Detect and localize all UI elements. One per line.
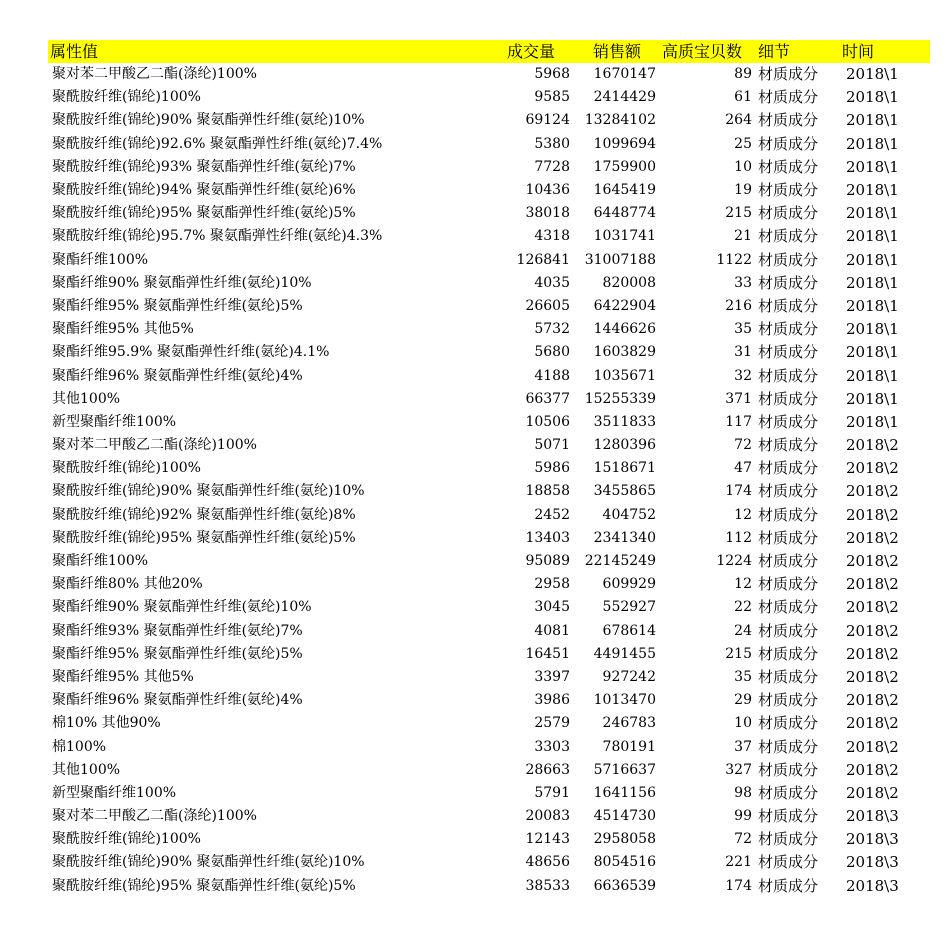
cell-sales[interactable]: 2341340 bbox=[593, 529, 656, 546]
cell-volume[interactable]: 10436 bbox=[525, 182, 570, 199]
cell-detail[interactable]: 材质成分 bbox=[758, 227, 819, 246]
table-row bbox=[48, 156, 930, 179]
cell-time[interactable]: 2018\2 bbox=[846, 691, 899, 710]
table-row bbox=[48, 202, 930, 225]
cell-sales[interactable]: 820008 bbox=[602, 274, 656, 291]
cell-time[interactable]: 2018\2 bbox=[846, 621, 899, 640]
cell-attribute[interactable]: 聚酯纤维93% 聚氨酯弹性纤维(氨纶)7% bbox=[52, 622, 303, 639]
cell-count[interactable]: 1224 bbox=[716, 553, 752, 570]
table-row bbox=[48, 828, 930, 851]
cell-detail[interactable]: 材质成分 bbox=[758, 88, 819, 107]
cell-time[interactable]: 2018\3 bbox=[846, 876, 899, 895]
cell-volume[interactable]: 12143 bbox=[525, 831, 570, 848]
cell-detail[interactable]: 材质成分 bbox=[758, 505, 819, 524]
table-row bbox=[48, 666, 930, 689]
table-row bbox=[48, 434, 930, 457]
table-row bbox=[48, 63, 930, 86]
cell-attribute[interactable]: 新型聚酯纤维100% bbox=[52, 784, 177, 801]
cell-time[interactable]: 2018\1 bbox=[846, 65, 899, 84]
cell-sales[interactable]: 3511833 bbox=[593, 413, 656, 430]
cell-time[interactable]: 2018\2 bbox=[846, 459, 899, 478]
cell-detail[interactable]: 材质成分 bbox=[758, 482, 819, 501]
cell-detail[interactable]: 材质成分 bbox=[758, 876, 819, 895]
cell-attribute[interactable]: 聚酯纤维100% bbox=[52, 553, 149, 570]
cell-time[interactable]: 2018\2 bbox=[846, 528, 899, 547]
cell-volume[interactable]: 38018 bbox=[525, 205, 570, 222]
cell-count[interactable]: 112 bbox=[725, 529, 752, 546]
cell-volume[interactable]: 5968 bbox=[534, 66, 570, 83]
cell-sales[interactable]: 4491455 bbox=[593, 645, 656, 662]
cell-sales[interactable]: 13284102 bbox=[584, 112, 656, 129]
spreadsheet bbox=[48, 40, 930, 898]
cell-detail[interactable]: 材质成分 bbox=[758, 366, 819, 385]
cell-count[interactable]: 24 bbox=[734, 622, 752, 639]
cell-time[interactable]: 2018\2 bbox=[846, 436, 899, 455]
table-row bbox=[48, 643, 930, 666]
cell-volume[interactable]: 2958 bbox=[534, 576, 570, 593]
cell-attribute[interactable]: 聚酰胺纤维(锦纶)94% 聚氨酯弹性纤维(氨纶)6% bbox=[52, 182, 356, 199]
cell-count[interactable]: 32 bbox=[734, 367, 752, 384]
cell-sales[interactable]: 609929 bbox=[602, 576, 656, 593]
cell-sales[interactable]: 780191 bbox=[602, 738, 656, 755]
cell-sales[interactable]: 1013470 bbox=[593, 692, 656, 709]
cell-time[interactable]: 2018\1 bbox=[846, 181, 899, 200]
cell-count[interactable]: 327 bbox=[725, 761, 752, 778]
cell-count[interactable]: 33 bbox=[734, 274, 752, 291]
cell-detail[interactable]: 材质成分 bbox=[758, 111, 819, 130]
header-detail[interactable]: 细节 bbox=[758, 42, 791, 61]
cell-time[interactable]: 2018\1 bbox=[846, 157, 899, 176]
cell-sales[interactable]: 1446626 bbox=[593, 321, 656, 338]
cell-volume[interactable]: 4035 bbox=[534, 274, 570, 291]
cell-volume[interactable]: 69124 bbox=[525, 112, 570, 129]
cell-time[interactable]: 2018\2 bbox=[846, 575, 899, 594]
cell-volume[interactable]: 3397 bbox=[534, 668, 570, 685]
table-row bbox=[48, 133, 930, 156]
cell-attribute[interactable]: 聚酰胺纤维(锦纶)95% 聚氨酯弹性纤维(氨纶)5% bbox=[52, 529, 356, 546]
cell-sales[interactable]: 6448774 bbox=[593, 205, 656, 222]
table-row bbox=[48, 573, 930, 596]
table-row bbox=[48, 620, 930, 643]
cell-time[interactable]: 2018\2 bbox=[846, 505, 899, 524]
cell-detail[interactable]: 材质成分 bbox=[758, 65, 819, 84]
cell-time[interactable]: 2018\1 bbox=[846, 412, 899, 431]
cell-count[interactable]: 89 bbox=[734, 66, 752, 83]
cell-count[interactable]: 98 bbox=[734, 784, 752, 801]
table-row bbox=[48, 759, 930, 782]
cell-detail[interactable]: 材质成分 bbox=[758, 134, 819, 153]
cell-volume[interactable]: 5791 bbox=[534, 784, 570, 801]
cell-volume[interactable]: 3045 bbox=[534, 599, 570, 616]
header-time[interactable]: 时间 bbox=[842, 42, 875, 61]
cell-count[interactable]: 19 bbox=[734, 182, 752, 199]
table-row bbox=[48, 527, 930, 550]
cell-attribute[interactable]: 聚酰胺纤维(锦纶)100% bbox=[52, 89, 201, 106]
table-row bbox=[48, 782, 930, 805]
table-row bbox=[48, 875, 930, 898]
cell-time[interactable]: 2018\1 bbox=[846, 111, 899, 130]
table-row bbox=[48, 596, 930, 619]
cell-attribute[interactable]: 聚酰胺纤维(锦纶)92% 聚氨酯弹性纤维(氨纶)8% bbox=[52, 506, 356, 523]
cell-count[interactable]: 25 bbox=[734, 135, 752, 152]
cell-detail[interactable]: 材质成分 bbox=[758, 714, 819, 733]
table-row bbox=[48, 851, 930, 874]
cell-sales[interactable]: 678614 bbox=[602, 622, 656, 639]
cell-count[interactable]: 10 bbox=[734, 715, 752, 732]
header-count[interactable]: 高质宝贝数 bbox=[662, 42, 743, 61]
cell-attribute[interactable]: 聚酯纤维100% bbox=[52, 251, 149, 268]
data-table bbox=[48, 40, 930, 898]
cell-sales[interactable]: 4514730 bbox=[593, 808, 656, 825]
table-row bbox=[48, 179, 930, 202]
table-row bbox=[48, 225, 930, 248]
cell-volume[interactable]: 95089 bbox=[525, 553, 570, 570]
cell-count[interactable]: 264 bbox=[725, 112, 752, 129]
cell-detail[interactable]: 材质成分 bbox=[758, 296, 819, 315]
table-row bbox=[48, 805, 930, 828]
cell-sales[interactable]: 6636539 bbox=[593, 877, 656, 894]
table-row bbox=[48, 272, 930, 295]
cell-attribute[interactable]: 聚酯纤维95.9% 聚氨酯弹性纤维(氨纶)4.1% bbox=[52, 344, 330, 361]
cell-detail[interactable]: 材质成分 bbox=[758, 598, 819, 617]
table-row bbox=[48, 550, 930, 573]
cell-volume[interactable]: 5680 bbox=[534, 344, 570, 361]
cell-detail[interactable]: 材质成分 bbox=[758, 783, 819, 802]
cell-count[interactable]: 1122 bbox=[716, 251, 752, 268]
table-row bbox=[48, 295, 930, 318]
cell-volume[interactable]: 10506 bbox=[525, 413, 570, 430]
cell-time[interactable]: 2018\1 bbox=[846, 134, 899, 153]
cell-sales[interactable]: 2414429 bbox=[593, 89, 656, 106]
cell-detail[interactable]: 材质成分 bbox=[758, 436, 819, 455]
cell-detail[interactable]: 材质成分 bbox=[758, 389, 819, 408]
cell-detail[interactable]: 材质成分 bbox=[758, 157, 819, 176]
cell-attribute[interactable]: 新型聚酯纤维100% bbox=[52, 413, 177, 430]
cell-count[interactable]: 174 bbox=[725, 483, 752, 500]
cell-detail[interactable]: 材质成分 bbox=[758, 644, 819, 663]
table-body bbox=[48, 63, 930, 898]
cell-volume[interactable]: 5071 bbox=[534, 437, 570, 454]
cell-time[interactable]: 2018\1 bbox=[846, 204, 899, 223]
table-row bbox=[48, 457, 930, 480]
cell-attribute[interactable]: 聚酯纤维95% 聚氨酯弹性纤维(氨纶)5% bbox=[52, 297, 303, 314]
cell-attribute[interactable]: 聚对苯二甲酸乙二酯(涤纶)100% bbox=[52, 808, 257, 825]
cell-attribute[interactable]: 聚酰胺纤维(锦纶)90% 聚氨酯弹性纤维(氨纶)10% bbox=[52, 483, 365, 500]
cell-count[interactable]: 12 bbox=[734, 576, 752, 593]
cell-count[interactable]: 174 bbox=[725, 877, 752, 894]
cell-attribute[interactable]: 聚酯纤维90% 聚氨酯弹性纤维(氨纶)10% bbox=[52, 274, 312, 291]
cell-attribute[interactable]: 聚酰胺纤维(锦纶)90% 聚氨酯弹性纤维(氨纶)10% bbox=[52, 112, 365, 129]
cell-attribute[interactable]: 聚酯纤维90% 聚氨酯弹性纤维(氨纶)10% bbox=[52, 599, 312, 616]
table-row bbox=[48, 318, 930, 341]
cell-count[interactable]: 22 bbox=[734, 599, 752, 616]
cell-attribute[interactable]: 聚酯纤维96% 聚氨酯弹性纤维(氨纶)4% bbox=[52, 367, 303, 384]
cell-count[interactable]: 117 bbox=[725, 413, 752, 430]
cell-time[interactable]: 2018\2 bbox=[846, 667, 899, 686]
cell-detail[interactable]: 材质成分 bbox=[758, 760, 819, 779]
cell-time[interactable]: 2018\3 bbox=[846, 853, 899, 872]
cell-volume[interactable]: 48656 bbox=[525, 854, 570, 871]
cell-detail[interactable]: 材质成分 bbox=[758, 273, 819, 292]
cell-volume[interactable]: 9585 bbox=[534, 89, 570, 106]
cell-volume[interactable]: 66377 bbox=[525, 390, 570, 407]
table-row bbox=[48, 109, 930, 132]
cell-time[interactable]: 2018\2 bbox=[846, 760, 899, 779]
cell-count[interactable]: 21 bbox=[734, 228, 752, 245]
cell-attribute[interactable]: 聚酰胺纤维(锦纶)93% 聚氨酯弹性纤维(氨纶)7% bbox=[52, 158, 356, 175]
cell-sales[interactable]: 927242 bbox=[602, 668, 656, 685]
cell-time[interactable]: 2018\1 bbox=[846, 320, 899, 339]
cell-volume[interactable]: 20083 bbox=[525, 808, 570, 825]
cell-attribute[interactable]: 聚酰胺纤维(锦纶)90% 聚氨酯弹性纤维(氨纶)10% bbox=[52, 854, 365, 871]
cell-count[interactable]: 35 bbox=[734, 668, 752, 685]
cell-volume[interactable]: 28663 bbox=[525, 761, 570, 778]
cell-sales[interactable]: 1035671 bbox=[593, 367, 656, 384]
cell-count[interactable]: 37 bbox=[734, 738, 752, 755]
cell-sales[interactable]: 404752 bbox=[602, 506, 656, 523]
header-attr[interactable]: 属性值 bbox=[50, 42, 99, 61]
cell-attribute[interactable]: 棉10% 其他90% bbox=[52, 715, 161, 732]
cell-volume[interactable]: 38533 bbox=[525, 877, 570, 894]
cell-count[interactable]: 12 bbox=[734, 506, 752, 523]
cell-detail[interactable]: 材质成分 bbox=[758, 737, 819, 756]
cell-sales[interactable]: 1641156 bbox=[593, 784, 656, 801]
cell-attribute[interactable]: 聚酰胺纤维(锦纶)100% bbox=[52, 460, 201, 477]
cell-time[interactable]: 2018\1 bbox=[846, 366, 899, 385]
cell-sales[interactable]: 5716637 bbox=[593, 761, 656, 778]
cell-detail[interactable]: 材质成分 bbox=[758, 853, 819, 872]
cell-count[interactable]: 216 bbox=[725, 297, 752, 314]
cell-count[interactable]: 47 bbox=[734, 460, 752, 477]
cell-time[interactable]: 2018\1 bbox=[846, 343, 899, 362]
cell-count[interactable]: 72 bbox=[734, 831, 752, 848]
cell-detail[interactable]: 材质成分 bbox=[758, 667, 819, 686]
cell-detail[interactable]: 材质成分 bbox=[758, 204, 819, 223]
cell-time[interactable]: 2018\1 bbox=[846, 296, 899, 315]
cell-volume[interactable]: 5732 bbox=[534, 321, 570, 338]
cell-time[interactable]: 2018\2 bbox=[846, 714, 899, 733]
cell-sales[interactable]: 8054516 bbox=[593, 854, 656, 871]
cell-count[interactable]: 31 bbox=[734, 344, 752, 361]
table-row bbox=[48, 504, 930, 527]
cell-attribute[interactable]: 聚酰胺纤维(锦纶)95% 聚氨酯弹性纤维(氨纶)5% bbox=[52, 877, 356, 894]
cell-time[interactable]: 2018\2 bbox=[846, 598, 899, 617]
cell-attribute[interactable]: 聚对苯二甲酸乙二酯(涤纶)100% bbox=[52, 437, 257, 454]
cell-time[interactable]: 2018\1 bbox=[846, 250, 899, 269]
cell-detail[interactable]: 材质成分 bbox=[758, 830, 819, 849]
cell-sales[interactable]: 3455865 bbox=[593, 483, 656, 500]
cell-volume[interactable]: 126841 bbox=[516, 251, 570, 268]
cell-detail[interactable]: 材质成分 bbox=[758, 621, 819, 640]
table-row bbox=[48, 735, 930, 758]
header-row bbox=[48, 40, 930, 63]
cell-detail[interactable]: 材质成分 bbox=[758, 343, 819, 362]
cell-count[interactable]: 215 bbox=[725, 645, 752, 662]
cell-volume[interactable]: 7728 bbox=[534, 158, 570, 175]
cell-time[interactable]: 2018\2 bbox=[846, 482, 899, 501]
cell-sales[interactable]: 1099694 bbox=[593, 135, 656, 152]
cell-attribute[interactable]: 聚酰胺纤维(锦纶)92.6% 聚氨酯弹性纤维(氨纶)7.4% bbox=[52, 135, 383, 152]
cell-count[interactable]: 221 bbox=[725, 854, 752, 871]
table-row bbox=[48, 364, 930, 387]
cell-detail[interactable]: 材质成分 bbox=[758, 320, 819, 339]
cell-attribute[interactable]: 聚酯纤维96% 聚氨酯弹性纤维(氨纶)4% bbox=[52, 692, 303, 709]
cell-attribute[interactable]: 其他100% bbox=[52, 390, 121, 407]
cell-time[interactable]: 2018\1 bbox=[846, 273, 899, 292]
cell-attribute[interactable]: 聚对苯二甲酸乙二酯(涤纶)100% bbox=[52, 66, 257, 83]
cell-attribute[interactable]: 聚酯纤维95% 其他5% bbox=[52, 321, 194, 338]
cell-volume[interactable]: 3986 bbox=[534, 692, 570, 709]
cell-volume[interactable]: 4188 bbox=[534, 367, 570, 384]
cell-count[interactable]: 29 bbox=[734, 692, 752, 709]
cell-count[interactable]: 10 bbox=[734, 158, 752, 175]
cell-detail[interactable]: 材质成分 bbox=[758, 250, 819, 269]
table-row bbox=[48, 388, 930, 411]
cell-sales[interactable]: 2958058 bbox=[593, 831, 656, 848]
cell-count[interactable]: 215 bbox=[725, 205, 752, 222]
cell-time[interactable]: 2018\1 bbox=[846, 389, 899, 408]
cell-attribute[interactable]: 聚酰胺纤维(锦纶)95.7% 聚氨酯弹性纤维(氨纶)4.3% bbox=[52, 228, 383, 245]
cell-time[interactable]: 2018\2 bbox=[846, 783, 899, 802]
cell-volume[interactable]: 18858 bbox=[525, 483, 570, 500]
cell-time[interactable]: 2018\3 bbox=[846, 830, 899, 849]
cell-detail[interactable]: 材质成分 bbox=[758, 575, 819, 594]
cell-attribute[interactable]: 聚酰胺纤维(锦纶)95% 聚氨酯弹性纤维(氨纶)5% bbox=[52, 205, 356, 222]
cell-volume[interactable]: 16451 bbox=[525, 645, 570, 662]
cell-sales[interactable]: 22145249 bbox=[584, 553, 656, 570]
cell-volume[interactable]: 5986 bbox=[534, 460, 570, 477]
cell-detail[interactable]: 材质成分 bbox=[758, 181, 819, 200]
cell-detail[interactable]: 材质成分 bbox=[758, 459, 819, 478]
cell-time[interactable]: 2018\2 bbox=[846, 737, 899, 756]
table-row bbox=[48, 689, 930, 712]
cell-sales[interactable]: 1603829 bbox=[593, 344, 656, 361]
table-row bbox=[48, 249, 930, 272]
cell-detail[interactable]: 材质成分 bbox=[758, 807, 819, 826]
table-row bbox=[48, 411, 930, 434]
cell-sales[interactable]: 31007188 bbox=[584, 251, 656, 268]
cell-volume[interactable]: 4318 bbox=[534, 228, 570, 245]
cell-attribute[interactable]: 聚酰胺纤维(锦纶)100% bbox=[52, 831, 201, 848]
cell-volume[interactable]: 2579 bbox=[534, 715, 570, 732]
cell-count[interactable]: 371 bbox=[725, 390, 752, 407]
cell-volume[interactable]: 26605 bbox=[525, 297, 570, 314]
table-row bbox=[48, 86, 930, 109]
cell-time[interactable]: 2018\2 bbox=[846, 644, 899, 663]
cell-sales[interactable]: 1518671 bbox=[593, 460, 656, 477]
cell-sales[interactable]: 1670147 bbox=[593, 66, 656, 83]
cell-sales[interactable]: 552927 bbox=[602, 599, 656, 616]
cell-time[interactable]: 2018\1 bbox=[846, 227, 899, 246]
cell-volume[interactable]: 5380 bbox=[534, 135, 570, 152]
cell-detail[interactable]: 材质成分 bbox=[758, 412, 819, 431]
cell-attribute[interactable]: 聚酯纤维80% 其他20% bbox=[52, 576, 203, 593]
cell-time[interactable]: 2018\1 bbox=[846, 88, 899, 107]
cell-sales[interactable]: 1759900 bbox=[593, 158, 656, 175]
cell-volume[interactable]: 4081 bbox=[534, 622, 570, 639]
cell-volume[interactable]: 13403 bbox=[525, 529, 570, 546]
cell-sales[interactable]: 1280396 bbox=[593, 437, 656, 454]
cell-sales[interactable]: 1031741 bbox=[593, 228, 656, 245]
table-row bbox=[48, 712, 930, 735]
cell-detail[interactable]: 材质成分 bbox=[758, 552, 819, 571]
header-volume[interactable]: 成交量 bbox=[506, 42, 555, 61]
cell-sales[interactable]: 15255339 bbox=[584, 390, 656, 407]
cell-sales[interactable]: 1645419 bbox=[593, 182, 656, 199]
cell-count[interactable]: 61 bbox=[734, 89, 752, 106]
cell-time[interactable]: 2018\2 bbox=[846, 552, 899, 571]
cell-count[interactable]: 99 bbox=[734, 808, 752, 825]
table-row bbox=[48, 341, 930, 364]
cell-detail[interactable]: 材质成分 bbox=[758, 691, 819, 710]
cell-sales[interactable]: 246783 bbox=[602, 715, 656, 732]
cell-count[interactable]: 35 bbox=[734, 321, 752, 338]
cell-volume[interactable]: 2452 bbox=[534, 506, 570, 523]
cell-attribute[interactable]: 棉100% bbox=[52, 738, 107, 755]
cell-attribute[interactable]: 其他100% bbox=[52, 761, 121, 778]
cell-sales[interactable]: 6422904 bbox=[593, 297, 656, 314]
cell-time[interactable]: 2018\3 bbox=[846, 807, 899, 826]
cell-detail[interactable]: 材质成分 bbox=[758, 528, 819, 547]
cell-attribute[interactable]: 聚酯纤维95% 其他5% bbox=[52, 668, 194, 685]
header-sales[interactable]: 销售额 bbox=[592, 42, 641, 61]
cell-volume[interactable]: 3303 bbox=[534, 738, 570, 755]
table-row bbox=[48, 480, 930, 503]
cell-attribute[interactable]: 聚酯纤维95% 聚氨酯弹性纤维(氨纶)5% bbox=[52, 645, 303, 662]
cell-count[interactable]: 72 bbox=[734, 437, 752, 454]
